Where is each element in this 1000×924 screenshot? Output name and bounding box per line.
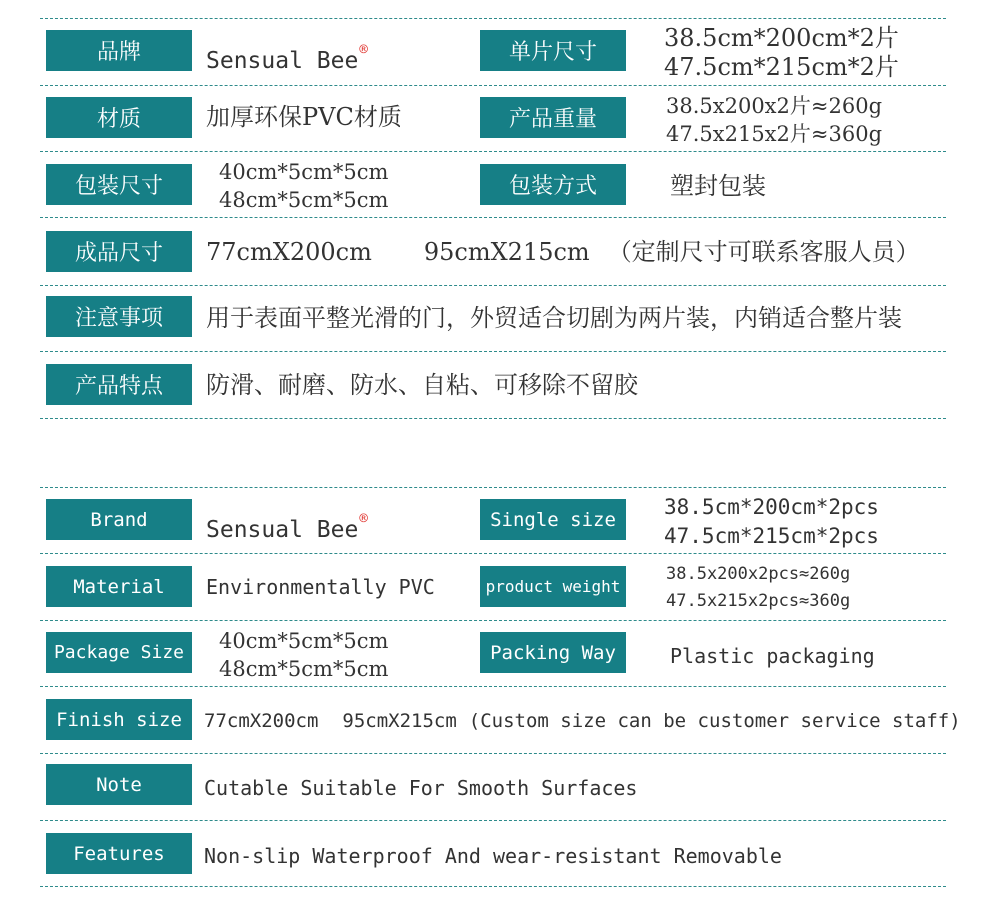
divider (40, 351, 946, 352)
package-size-line: 40cm*5cm*5cm (219, 629, 389, 653)
single-size-label: Single size (480, 499, 626, 540)
note-label: Note (46, 764, 192, 805)
single-size-line: 38.5cm*200cm*2片 (664, 24, 899, 52)
features-value: 防滑、耐磨、防水、自粘、可移除不留胶 (206, 371, 638, 399)
package-size-line: 48cm*5cm*5cm (219, 188, 389, 212)
packing-way-value: 塑封包装 (670, 172, 766, 200)
divider (40, 85, 946, 86)
note-value: Cutable Suitable For Smooth Surfaces (204, 776, 638, 800)
brand-value (206, 505, 368, 545)
brand-name: Sensual Bee (206, 517, 359, 543)
package-size-line: 48cm*5cm*5cm (219, 657, 389, 681)
material-value: Environmentally PVC (206, 575, 435, 599)
divider (40, 553, 946, 554)
divider (40, 18, 946, 19)
package-size-value (219, 158, 388, 214)
features-label: 产品特点 (46, 364, 192, 405)
single-size-value (664, 493, 879, 551)
divider (40, 753, 946, 754)
features-value: Non-slip Waterproof And wear-resistant Removable (204, 844, 782, 868)
weight-line: 47.5x215x2pcs≈360g (666, 591, 851, 611)
registered-mark: ® (359, 511, 368, 527)
material-label: Material (46, 566, 192, 607)
packing-way-label: 包装方式 (480, 164, 626, 205)
features-label: Features (46, 833, 192, 874)
divider (40, 418, 946, 419)
brand-label: 品牌 (46, 30, 192, 71)
finish-size-b: 95cmX215cm (342, 710, 457, 732)
weight-line: 38.5x200x2片≈260g (666, 94, 883, 118)
finish-size-a: 77cmX200cm (204, 710, 319, 732)
divider (40, 285, 946, 286)
divider (40, 217, 946, 218)
divider (40, 151, 946, 152)
finish-size-value (206, 238, 920, 267)
package-size-label: 包装尺寸 (46, 164, 192, 205)
single-size-line: 47.5cm*215cm*2pcs (664, 524, 879, 548)
single-size-line: 38.5cm*200cm*2pcs (664, 495, 879, 519)
finish-size-value (204, 707, 961, 736)
weight-value (666, 92, 882, 148)
divider (40, 620, 946, 621)
weight-label: product weight (480, 566, 626, 607)
package-size-value (219, 627, 388, 683)
finish-size-note: (Custom size can be customer service staff) (468, 710, 961, 732)
registered-mark: ® (359, 42, 368, 58)
single-size-label: 单片尺寸 (480, 30, 626, 71)
brand-name: Sensual Bee (206, 48, 359, 74)
single-size-line: 47.5cm*215cm*2片 (664, 53, 899, 81)
material-label: 材质 (46, 97, 192, 138)
finish-size-a: 77cmX200cm (206, 238, 372, 266)
brand-label: Brand (46, 499, 192, 540)
material-value: 加厚环保PVC材质 (206, 103, 402, 131)
single-size-value (664, 24, 899, 82)
packing-way-value: Plastic packaging (670, 644, 875, 668)
brand-value (206, 36, 368, 76)
weight-line: 38.5x200x2pcs≈260g (666, 564, 851, 584)
finish-size-label: 成品尺寸 (46, 231, 192, 272)
divider (40, 886, 946, 887)
finish-size-note: （定制尺寸可联系客服人员） (607, 238, 920, 266)
package-size-label: Package Size (46, 632, 192, 673)
note-label: 注意事项 (46, 296, 192, 337)
finish-size-b: 95cmX215cm (423, 238, 590, 266)
weight-label: 产品重量 (480, 97, 626, 138)
packing-way-label: Packing Way (480, 632, 626, 673)
divider (40, 820, 946, 821)
package-size-line: 40cm*5cm*5cm (219, 160, 389, 184)
divider (40, 487, 946, 488)
divider (40, 686, 946, 687)
note-value: 用于表面平整光滑的门，外贸适合切剧为两片装，内销适合整片装 (206, 304, 902, 332)
finish-size-label: Finish size (46, 699, 192, 740)
weight-line: 47.5x215x2片≈360g (666, 122, 883, 146)
weight-value (666, 561, 850, 615)
